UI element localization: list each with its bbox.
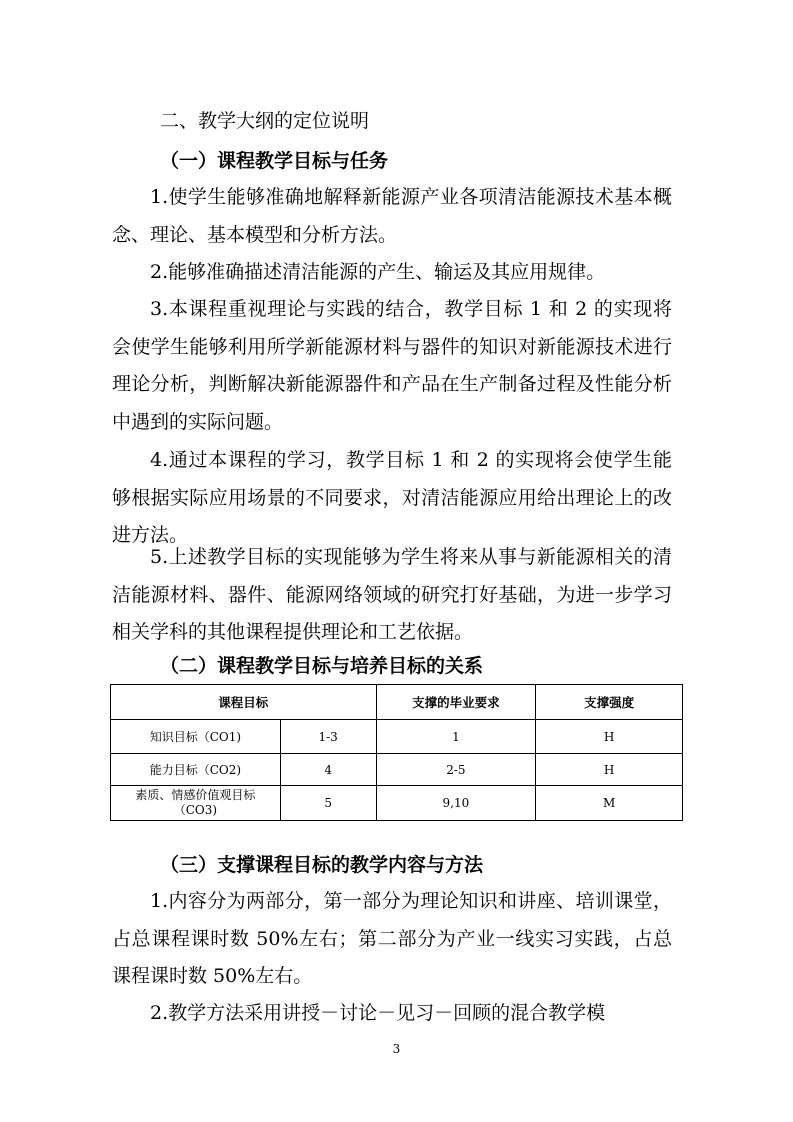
cell-num: 4 (280, 754, 376, 786)
cell-requirement: 1 (376, 720, 536, 754)
cell-strength: H (536, 720, 683, 754)
section-title: 二、教学大纲的定位说明 (160, 110, 370, 132)
goals-relation-table (110, 684, 683, 821)
page-number: 3 (392, 1042, 401, 1056)
table-row (111, 754, 683, 786)
subsection-heading-2: （二）课程教学目标与培养目标的关系 (160, 655, 484, 677)
paragraph: 2.能够准确描述清洁能源的产生、输运及其应用规律。 (150, 261, 606, 283)
subsection-heading-3: （三）支撑课程目标的教学内容与方法 (160, 854, 484, 876)
paragraph: 5.上述教学目标的实现能够为学生将来从事与新能源相关的清洁能源材料、器件、能源网络领域的研究打好基础，为进一步学习相关学科的其他课程提供理论和工艺依据。 (112, 546, 672, 644)
paragraph: 3.本课程重视理论与实践的结合，教学目标 1 和 2 的实现将会使学生能够利用所学新能源材料与器件的知识对新能源技术进行理论分析，判断解决新能源器件和产品在生产制备过程及性能分析中遇到的实际问题。 (112, 298, 672, 433)
header-support-strength: 支撑强度 (536, 685, 683, 720)
cell-num: 5 (280, 786, 376, 821)
subsection-heading-1: （一）课程教学目标与任务 (160, 150, 389, 172)
paragraph: 2.教学方法采用讲授－讨论－见习－回顾的混合教学模 (150, 1002, 606, 1024)
cell-requirement: 9,10 (376, 786, 536, 821)
cell-goal: 素质、情感价值观目标（CO3) (111, 786, 281, 821)
cell-goal: 知识目标（CO1) (111, 720, 281, 754)
cell-goal: 能力目标（CO2) (111, 754, 281, 786)
cell-strength: M (536, 786, 683, 821)
table-row (111, 720, 683, 754)
paragraph: 1.使学生能够准确地解释新能源产业各项清洁能源技术基本概念、理论、基本模型和分析方法。 (112, 186, 672, 246)
header-course-goal: 课程目标 (111, 685, 377, 720)
table-row (111, 786, 683, 821)
header-graduation-requirement: 支撑的毕业要求 (376, 685, 536, 720)
cell-strength: H (536, 754, 683, 786)
paragraph: 1.内容分为两部分，第一部分为理论知识和讲座、培训课堂，占总课程课时数 50%左右；第二部分为产业一线实习实践，占总课程课时数 50%左右。 (112, 890, 672, 988)
cell-requirement: 2-5 (376, 754, 536, 786)
paragraph: 4.通过本课程的学习，教学目标 1 和 2 的实现将会使学生能够根据实际应用场景的不同要求，对清洁能源应用给出理论上的改进方法。 (112, 449, 672, 547)
cell-num: 1-3 (280, 720, 376, 754)
